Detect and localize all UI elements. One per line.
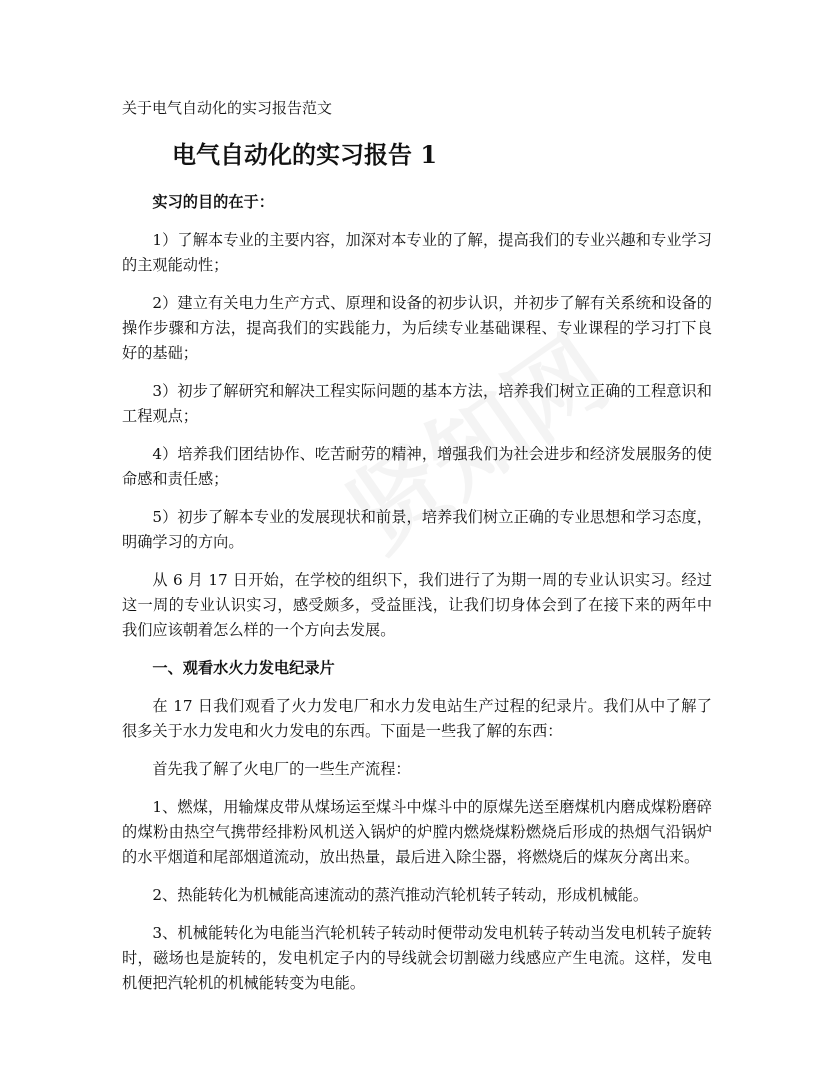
paragraph: 3）初步了解研究和解决工程实际问题的基本方法，培养我们树立正确的工程意识和工程观点； bbox=[122, 382, 712, 425]
paragraph: 在 17 日我们观看了火力发电厂和水力发电站生产过程的纪录片。我们从中了解了很多关于水力发电和火力发电的东西。下面是一些我了解的东西： bbox=[122, 697, 712, 740]
section-heading: 实习的目的在于： bbox=[152, 193, 274, 211]
paragraph: 1）了解本专业的主要内容，加深对本专业的了解，提高我们的专业兴趣和专业学习的主观能动性； bbox=[122, 231, 712, 274]
paragraph: 2）建立有关电力生产方式、原理和设备的初步认识，并初步了解有关系统和设备的操作步骤和方法，提高我们的实践能力，为后续专业基础课程、专业课程的学习打下良好的基础； bbox=[122, 294, 712, 362]
section-heading: 一、观看水火力发电纪录片 bbox=[152, 659, 335, 677]
document-label: 关于电气自动化的实习报告范文 bbox=[122, 99, 333, 117]
paragraph: 3、机械能转化为电能当汽轮机转子转动时便带动发电机转子转动当发电机转子旋转时，磁场也是旋转的，发电机定子内的导线就会切割磁力线感应产生电流。这样，发电机便把汽轮机的机械能转变为电能。 bbox=[122, 924, 712, 992]
document-title: 电气自动化的实习报告 1 bbox=[172, 140, 438, 169]
paragraph: 1、燃煤，用输煤皮带从煤场运至煤斗中煤斗中的原煤先送至磨煤机内磨成煤粉磨碎的煤粉由热空气携带经排粉风机送入锅炉的炉膛内燃烧煤粉燃烧后形成的热烟气沿锅炉的水平烟道和尾部烟道流动，放出热量，最后进入除尘器，将燃烧后的煤灰分离出来。 bbox=[122, 798, 712, 866]
paragraph: 首先我了解了火电厂的一些生产流程： bbox=[152, 760, 411, 778]
paragraph: 5）初步了解本专业的发展现状和前景，培养我们树立正确的专业思想和学习态度，明确学习的方向。 bbox=[122, 508, 712, 551]
paragraph: 4）培养我们团结协作、吃苦耐劳的精神，增强我们为社会进步和经济发展服务的使命感和责任感； bbox=[122, 445, 712, 488]
paragraph: 2、热能转化为机械能高速流动的蒸汽推动汽轮机转子转动，形成机械能。 bbox=[152, 886, 649, 904]
document-body bbox=[122, 190, 712, 1009]
paragraph: 从 6 月 17 日开始，在学校的组织下，我们进行了为期一周的专业认识实习。经过这一周的专业认识实习，感受颇多，受益匪浅，让我们切身体会到了在接下来的两年中我们应该朝着怎么样的一个方向去发展。 bbox=[122, 571, 712, 639]
